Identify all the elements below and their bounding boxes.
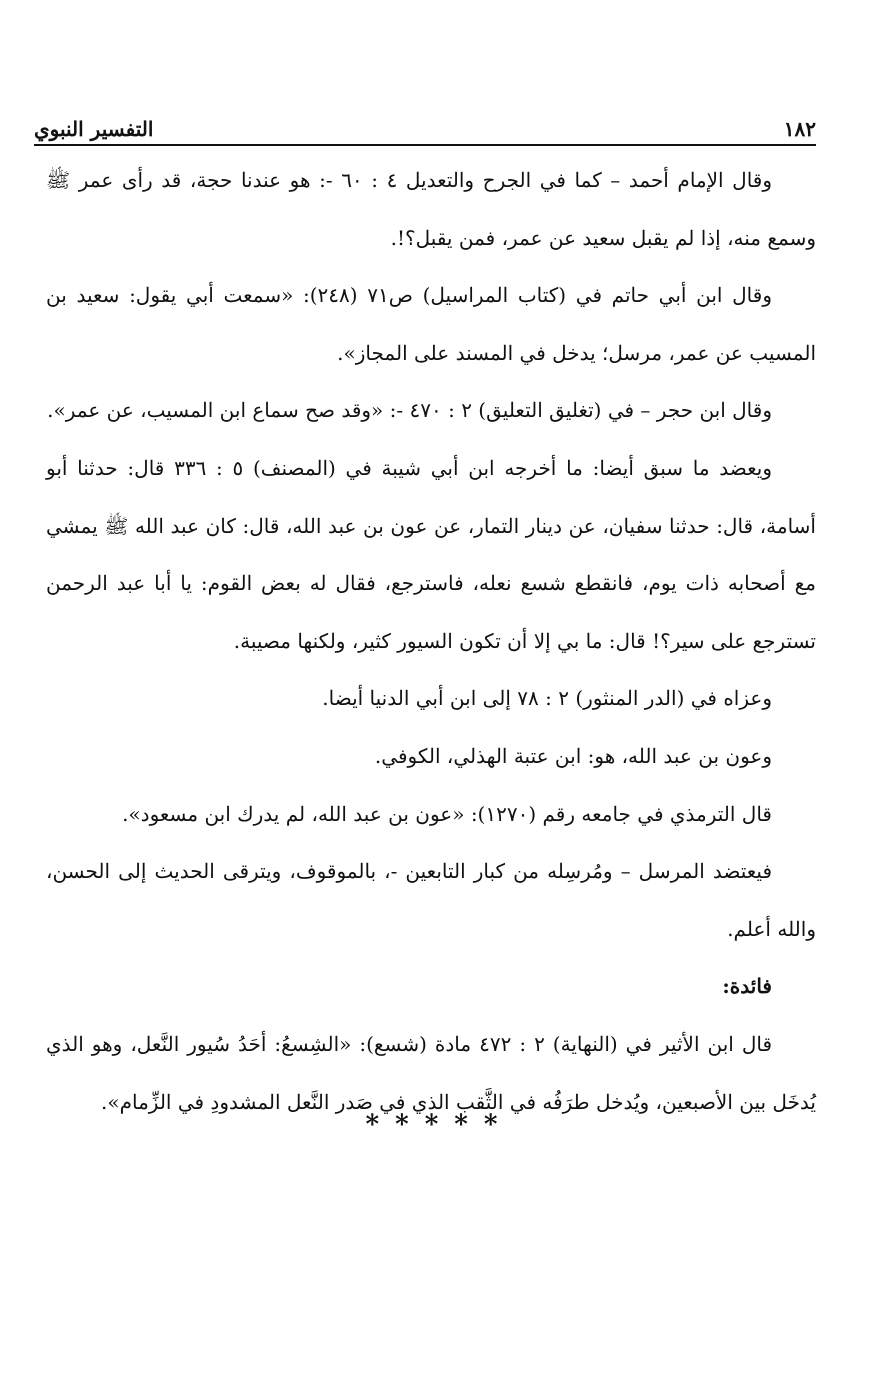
paragraph: فيعتضد المرسل – ومُرسِله من كبار التابعين -، بالموقوف، ويترقى الحديث إلى الحسن، والله أعلم. <box>46 859 816 941</box>
paragraph: وقال ابن أبي حاتم في (كتاب المراسيل) ص٧١ (٢٤٨): «سمعت أبي يقول: سعيد بن المسيب عن عمر، مرسل؛ يدخل في المسند على المجاز». <box>46 283 816 365</box>
section-end-stars: ***** <box>365 1110 514 1140</box>
paragraph: قال الترمذي في جامعه رقم (١٢٧٠): «عون بن عبد الله، لم يدرك ابن مسعود». <box>122 801 772 826</box>
running-title: التفسير النبوي <box>34 117 154 141</box>
main-text <box>46 152 816 1131</box>
paragraph: وعزاه في (الدر المنثور) ٢ : ٧٨ إلى ابن أبي الدنيا أيضا. <box>322 686 772 711</box>
paragraph: وعون بن عبد الله، هو: ابن عتبة الهذلي، الكوفي. <box>374 743 772 768</box>
page-header <box>34 112 816 146</box>
paragraph: وقال ابن حجر – في (تغليق التعليق) ٢ : ٤٧٠ -: «وقد صح سماع ابن المسيب، عن عمر». <box>47 398 772 423</box>
page-number: ١٨٢ <box>783 117 816 141</box>
paragraph: وقال الإمام أحمد – كما في الجرح والتعديل ٤ : ٦٠ -: هو عندنا حجة، قد رأى عمر ﷺ وسمع منه، إذا لم يقبل سعيد عن عمر، فمن يقبل؟!. <box>46 168 816 250</box>
paragraph: ويعضد ما سبق أيضا: ما أخرجه ابن أبي شيبة في (المصنف) ٥ : ٣٣٦ قال: حدثنا أبو أسامة، قال: حدثنا سفيان، عن دينار التمار، عن عون بن عبد الله، قال: كان عبد الله ﷺ يمشي مع أصحابه ذات يوم، فانقطع شسع نعله، فاسترجع، فقال له بعض القوم: يا أبا عبد الرحمن تسترجع على سير؟! قال: ما بي إلا أن تكون السيور كثير، ولكنها مصيبة. <box>46 455 816 653</box>
note-paragraph: قال ابن الأثير في (النهاية) ٢ : ٤٧٢ مادة (شسع): «الشِسعُ: أحَدُ سُيور النَّعل، وهو الذي يُدخَل بين الأصبعين، ويُدخل طرَفُه في الثَّقب الذي في صَدر النَّعل المشدودِ في الزِّمام». <box>46 1031 816 1114</box>
note-heading: فائدة: <box>722 974 772 999</box>
